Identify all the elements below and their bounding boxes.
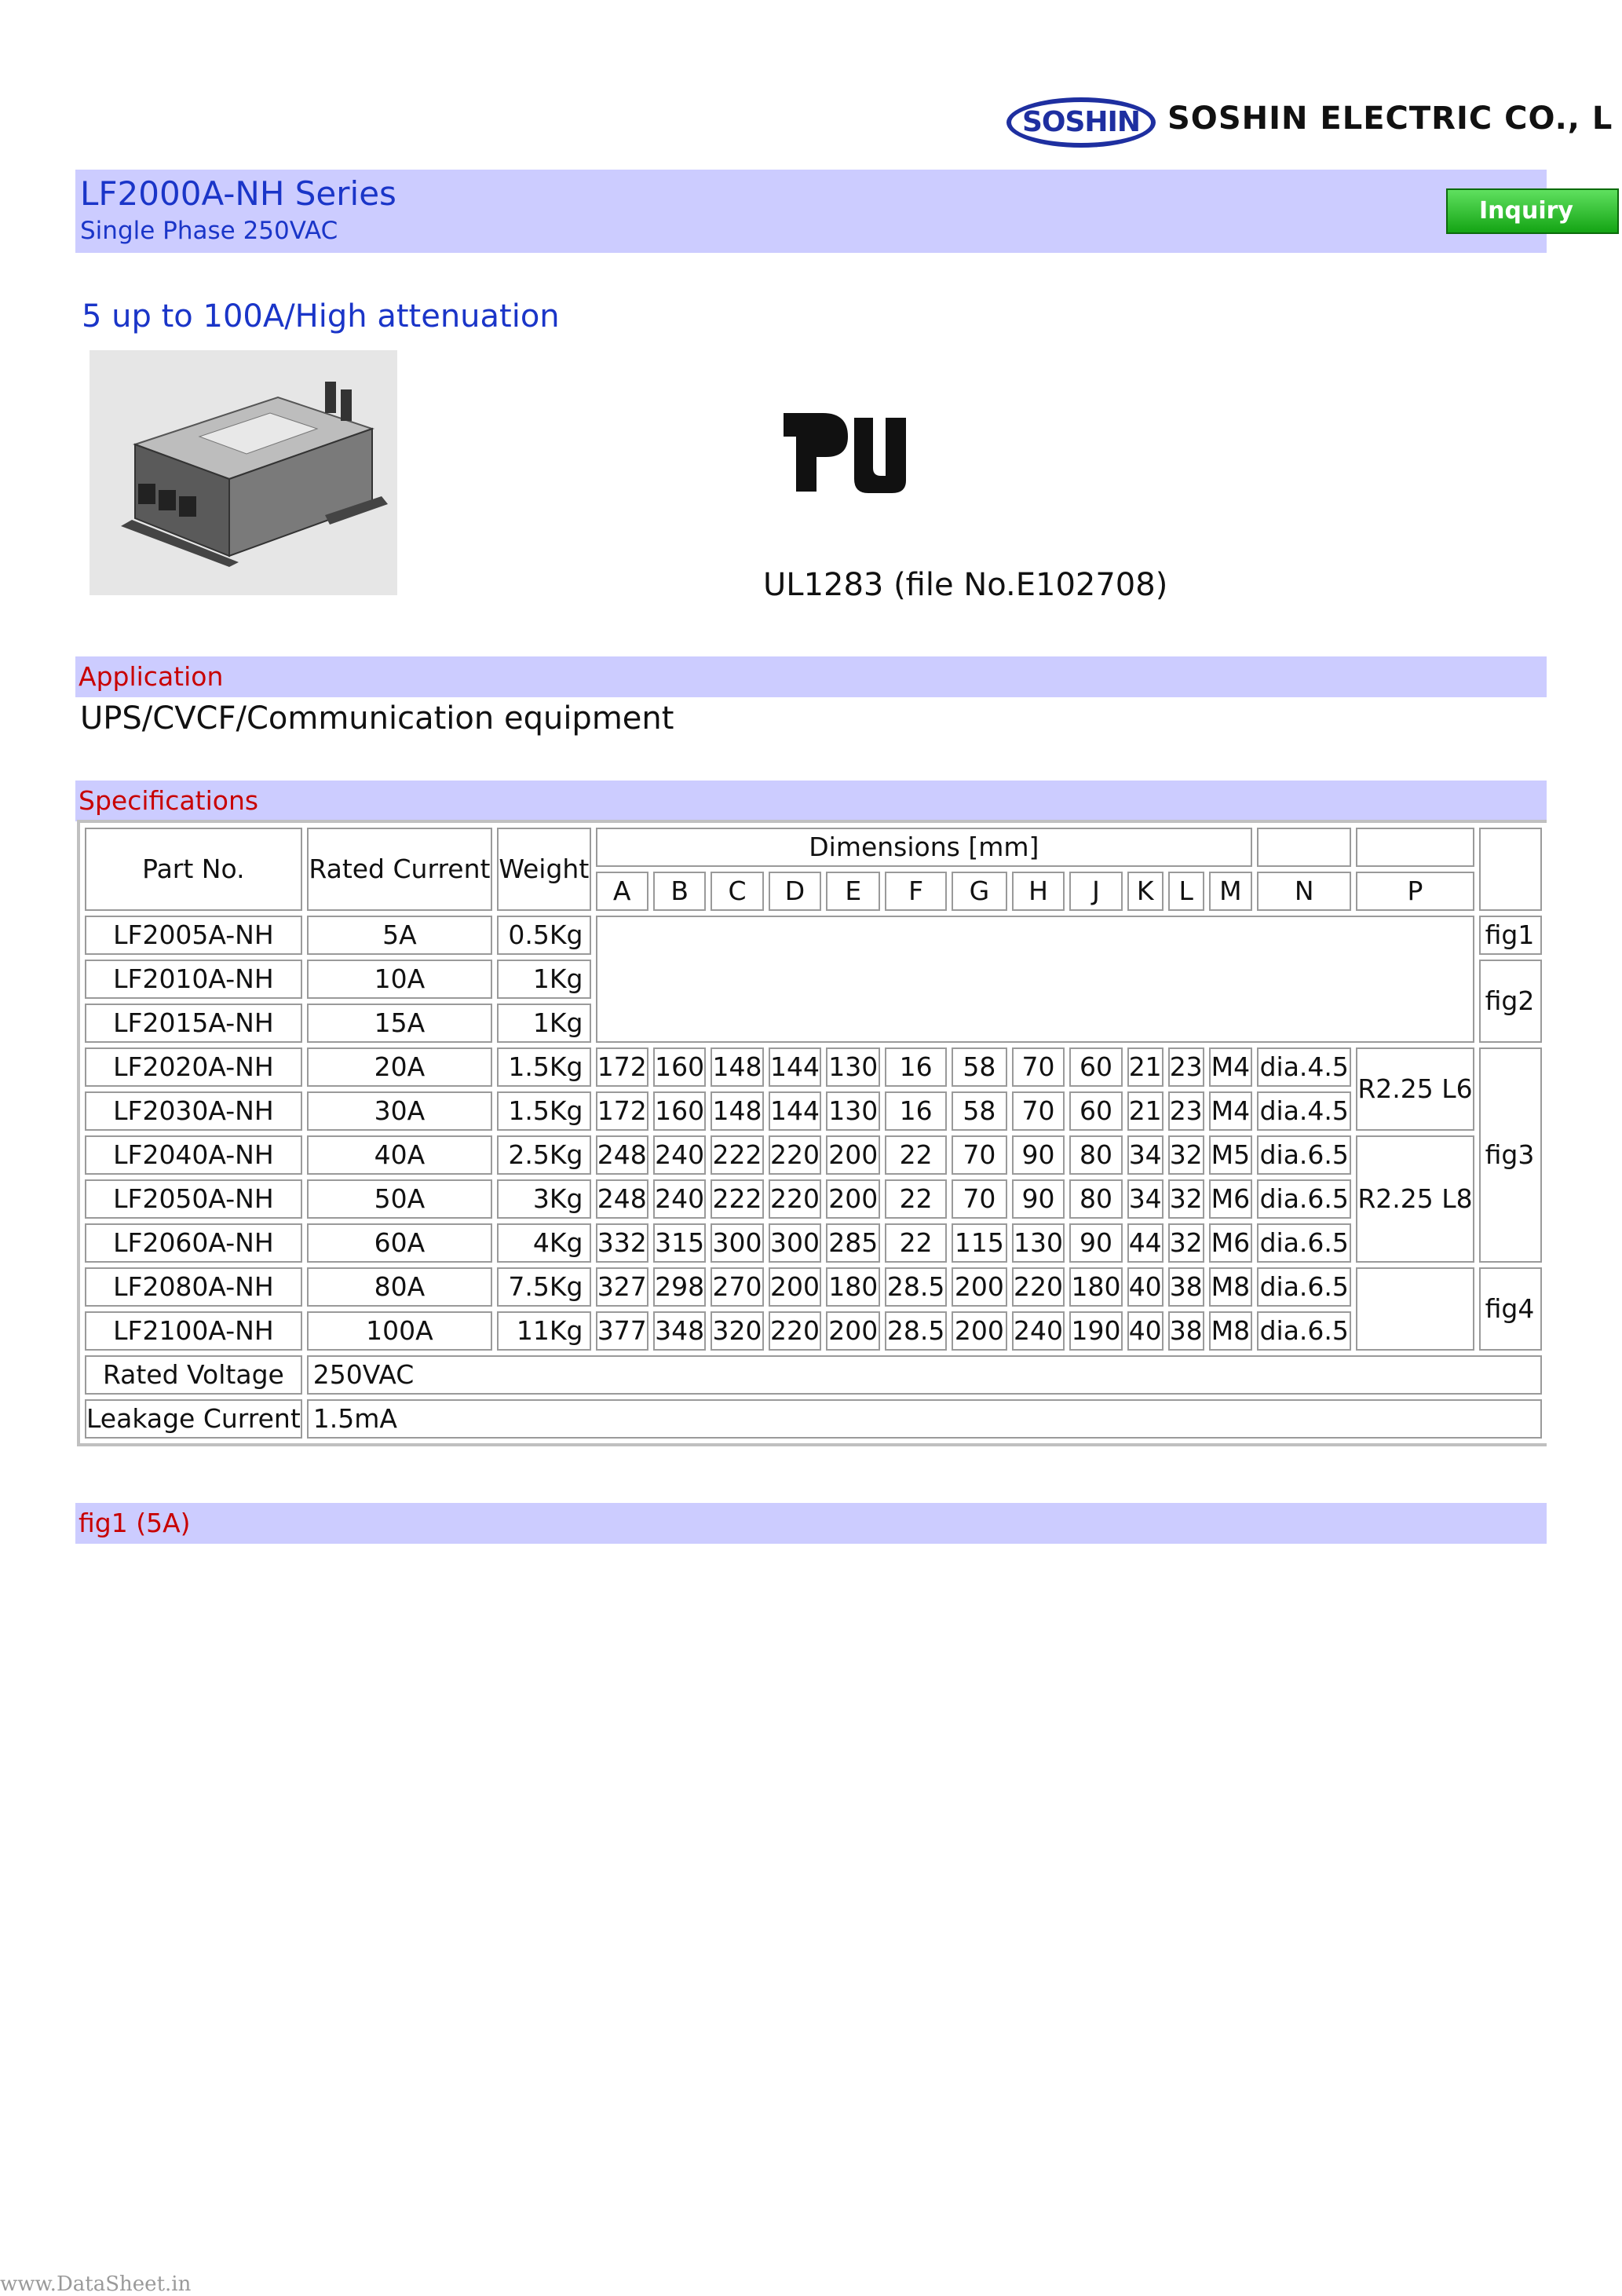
dim-cell: 22 <box>885 1179 947 1219</box>
dim-cell: 16 <box>885 1047 947 1087</box>
weight-cell: 4Kg <box>497 1223 590 1263</box>
dim-cell: M5 <box>1209 1135 1252 1175</box>
dim-cell: 220 <box>769 1135 821 1175</box>
dim-cell: 200 <box>952 1267 1007 1307</box>
dim-cell: 200 <box>826 1311 880 1351</box>
dim-header-p: P <box>1356 872 1474 911</box>
dim-cell: 60 <box>1069 1047 1122 1087</box>
part-no-cell: LF2005A-NH <box>85 916 302 955</box>
dim-cell: 90 <box>1012 1179 1065 1219</box>
dim-header-f: F <box>885 872 947 911</box>
dim-cell: dia.6.5 <box>1257 1179 1351 1219</box>
weight-cell: 1.5Kg <box>497 1091 590 1131</box>
header-blank-n <box>1257 828 1351 867</box>
fig-cell: fig4 <box>1479 1267 1542 1351</box>
headline: 5 up to 100A/High attenuation <box>82 298 560 335</box>
dim-cell: 285 <box>826 1223 880 1263</box>
table-row <box>85 1047 1542 1087</box>
dim-cell: 240 <box>1012 1311 1065 1351</box>
dim-cell: 60 <box>1069 1091 1122 1131</box>
rated-voltage-value: 250VAC <box>307 1355 1542 1395</box>
dim-cell: M6 <box>1209 1179 1252 1219</box>
dim-cell: 144 <box>769 1047 821 1087</box>
ul-caption: UL1283 (file No.E102708) <box>763 567 1168 603</box>
part-no-cell: LF2015A-NH <box>85 1004 302 1043</box>
dim-header-n: N <box>1257 872 1351 911</box>
current-cell: 80A <box>307 1267 492 1307</box>
fig-cell: fig1 <box>1479 916 1542 955</box>
dim-cell: 320 <box>711 1311 763 1351</box>
dim-cell: 115 <box>952 1223 1007 1263</box>
dim-cell: 38 <box>1168 1311 1204 1351</box>
dim-cell: M4 <box>1209 1047 1252 1087</box>
dim-cell: 23 <box>1168 1047 1204 1087</box>
inquiry-button[interactable]: Inquiry <box>1446 188 1619 234</box>
dim-cell: 180 <box>826 1267 880 1307</box>
fig1-bar <box>75 1503 1547 1544</box>
dim-cell: 200 <box>769 1267 821 1307</box>
dim-cell: 160 <box>653 1047 706 1087</box>
dim-cell: 248 <box>596 1135 648 1175</box>
leakage-current-label: Leakage Current <box>85 1399 302 1439</box>
dim-cell: 21 <box>1127 1047 1164 1087</box>
dim-cell: dia.6.5 <box>1257 1223 1351 1263</box>
dim-cell: 38 <box>1168 1267 1204 1307</box>
p-cell: R2.25 L6 <box>1356 1047 1474 1131</box>
dim-cell: 40 <box>1127 1311 1164 1351</box>
dim-cell: M6 <box>1209 1223 1252 1263</box>
dim-cell: 34 <box>1127 1179 1164 1219</box>
leakage-current-row <box>85 1399 1542 1439</box>
dim-cell: 315 <box>653 1223 706 1263</box>
dim-cell: 70 <box>1012 1047 1065 1087</box>
dim-cell: 130 <box>826 1091 880 1131</box>
dim-cell: 34 <box>1127 1135 1164 1175</box>
dim-cell: 248 <box>596 1179 648 1219</box>
dim-cell: dia.4.5 <box>1257 1047 1351 1087</box>
dim-cell: 298 <box>653 1267 706 1307</box>
current-cell: 10A <box>307 960 492 999</box>
dim-cell: 190 <box>1069 1311 1122 1351</box>
header-part-no: Part No. <box>85 828 302 911</box>
dim-cell: 16 <box>885 1091 947 1131</box>
dims-blank-cell <box>596 916 1474 1043</box>
weight-cell: 7.5Kg <box>497 1267 590 1307</box>
part-no-cell: LF2040A-NH <box>85 1135 302 1175</box>
series-subtitle: Single Phase 250VAC <box>80 217 338 245</box>
part-no-cell: LF2080A-NH <box>85 1267 302 1307</box>
weight-cell: 1.5Kg <box>497 1047 590 1087</box>
dim-cell: 28.5 <box>885 1267 947 1307</box>
dim-header-j: J <box>1069 872 1122 911</box>
header-blank-p <box>1356 828 1474 867</box>
weight-cell: 11Kg <box>497 1311 590 1351</box>
dim-header-b: B <box>653 872 706 911</box>
part-no-cell: LF2010A-NH <box>85 960 302 999</box>
dim-cell: 90 <box>1012 1135 1065 1175</box>
dim-cell: 300 <box>711 1223 763 1263</box>
dim-cell: 90 <box>1069 1223 1122 1263</box>
leakage-current-value: 1.5mA <box>307 1399 1542 1439</box>
rated-voltage-row <box>85 1355 1542 1395</box>
dim-cell: 148 <box>711 1047 763 1087</box>
dim-cell: 21 <box>1127 1091 1164 1131</box>
dim-cell: 148 <box>711 1091 763 1131</box>
dim-cell: 332 <box>596 1223 648 1263</box>
table-row <box>85 1267 1542 1307</box>
series-title: LF2000A-NH Series <box>80 174 396 213</box>
dim-cell: M8 <box>1209 1267 1252 1307</box>
dim-cell: 172 <box>596 1047 648 1087</box>
table-row <box>85 1135 1542 1175</box>
dim-cell: 200 <box>826 1179 880 1219</box>
rated-voltage-label: Rated Voltage <box>85 1355 302 1395</box>
current-cell: 60A <box>307 1223 492 1263</box>
weight-cell: 3Kg <box>497 1179 590 1219</box>
weight-cell: 1Kg <box>497 960 590 999</box>
table-row <box>85 916 1542 955</box>
dim-header-l: L <box>1168 872 1204 911</box>
dim-cell: 160 <box>653 1091 706 1131</box>
dim-cell: 222 <box>711 1179 763 1219</box>
fig-cell: fig2 <box>1479 960 1542 1043</box>
dim-cell: 80 <box>1069 1135 1122 1175</box>
table-row <box>85 1091 1542 1131</box>
table-row <box>85 1223 1542 1263</box>
dim-cell: 222 <box>711 1135 763 1175</box>
dim-cell: 32 <box>1168 1223 1204 1263</box>
dim-header-k: K <box>1127 872 1164 911</box>
application-text: UPS/CVCF/Communication equipment <box>80 700 674 737</box>
dim-cell: 348 <box>653 1311 706 1351</box>
dim-cell: 300 <box>769 1223 821 1263</box>
dim-cell: dia.6.5 <box>1257 1311 1351 1351</box>
dim-cell: dia.6.5 <box>1257 1135 1351 1175</box>
dim-cell: dia.6.5 <box>1257 1267 1351 1307</box>
dim-cell: dia.4.5 <box>1257 1091 1351 1131</box>
header-rated-current: Rated Current <box>307 828 492 911</box>
current-cell: 50A <box>307 1179 492 1219</box>
dim-header-a: A <box>596 872 648 911</box>
dim-cell: M8 <box>1209 1311 1252 1351</box>
company-name: SOSHIN ELECTRIC CO., L <box>1167 101 1613 137</box>
dim-cell: 70 <box>1012 1091 1065 1131</box>
current-cell: 100A <box>307 1311 492 1351</box>
dim-cell: 22 <box>885 1223 947 1263</box>
dim-cell: 130 <box>826 1047 880 1087</box>
part-no-cell: LF2050A-NH <box>85 1179 302 1219</box>
part-no-cell: LF2020A-NH <box>85 1047 302 1087</box>
current-cell: 30A <box>307 1091 492 1131</box>
logo-badge: SOSHIN <box>1006 97 1156 148</box>
dim-cell: 58 <box>952 1047 1007 1087</box>
dim-cell: 200 <box>826 1135 880 1175</box>
current-cell: 5A <box>307 916 492 955</box>
specifications-heading: Specifications <box>79 785 259 816</box>
dim-cell: 32 <box>1168 1179 1204 1219</box>
dim-cell: 220 <box>769 1311 821 1351</box>
dim-cell: 80 <box>1069 1179 1122 1219</box>
weight-cell: 0.5Kg <box>497 916 590 955</box>
dim-header-d: D <box>769 872 821 911</box>
header-dimensions: Dimensions [mm] <box>596 828 1253 867</box>
current-cell: 20A <box>307 1047 492 1087</box>
dim-header-m: M <box>1209 872 1252 911</box>
header-fig-col <box>1479 828 1542 911</box>
dim-cell: 44 <box>1127 1223 1164 1263</box>
part-no-cell: LF2060A-NH <box>85 1223 302 1263</box>
dim-header-c: C <box>711 872 763 911</box>
specifications-table <box>77 820 1547 1446</box>
header-weight: Weight <box>497 828 590 911</box>
table-row <box>85 1311 1542 1351</box>
dim-cell: 270 <box>711 1267 763 1307</box>
fig1-heading: fig1 (5A) <box>79 1508 191 1538</box>
dim-cell: 144 <box>769 1091 821 1131</box>
dim-cell: 23 <box>1168 1091 1204 1131</box>
header-row <box>85 828 1542 867</box>
dim-cell: 327 <box>596 1267 648 1307</box>
ul-mark-icon <box>776 405 914 499</box>
dims-header-row <box>85 872 1542 911</box>
part-no-cell: LF2030A-NH <box>85 1091 302 1131</box>
company-logo <box>1006 94 1613 154</box>
table-row <box>85 1179 1542 1219</box>
dim-cell: 240 <box>653 1179 706 1219</box>
dim-cell: M4 <box>1209 1091 1252 1131</box>
fig-cell: fig3 <box>1479 1047 1542 1263</box>
dim-cell: 220 <box>1012 1267 1065 1307</box>
dim-cell: 40 <box>1127 1267 1164 1307</box>
specifications-bar <box>75 781 1547 821</box>
product-photo <box>90 350 397 595</box>
dim-cell: 172 <box>596 1091 648 1131</box>
dim-cell: 180 <box>1069 1267 1122 1307</box>
dim-cell: 32 <box>1168 1135 1204 1175</box>
dim-cell: 377 <box>596 1311 648 1351</box>
p-cell-blank <box>1356 1267 1474 1351</box>
p-cell: R2.25 L8 <box>1356 1135 1474 1263</box>
dim-header-e: E <box>826 872 880 911</box>
current-cell: 15A <box>307 1004 492 1043</box>
dim-header-h: H <box>1012 872 1065 911</box>
dim-cell: 28.5 <box>885 1311 947 1351</box>
dim-cell: 70 <box>952 1135 1007 1175</box>
dim-cell: 22 <box>885 1135 947 1175</box>
dim-cell: 220 <box>769 1179 821 1219</box>
specifications-table-container <box>77 820 1547 1450</box>
application-bar <box>75 656 1547 697</box>
current-cell: 40A <box>307 1135 492 1175</box>
dim-cell: 240 <box>653 1135 706 1175</box>
weight-cell: 2.5Kg <box>497 1135 590 1175</box>
dim-header-g: G <box>952 872 1007 911</box>
dim-cell: 58 <box>952 1091 1007 1131</box>
part-no-cell: LF2100A-NH <box>85 1311 302 1351</box>
weight-cell: 1Kg <box>497 1004 590 1043</box>
dim-cell: 200 <box>952 1311 1007 1351</box>
dim-cell: 130 <box>1012 1223 1065 1263</box>
application-heading: Application <box>79 661 224 692</box>
footer-watermark: www.DataSheet.in <box>0 2272 192 2296</box>
dim-cell: 70 <box>952 1179 1007 1219</box>
